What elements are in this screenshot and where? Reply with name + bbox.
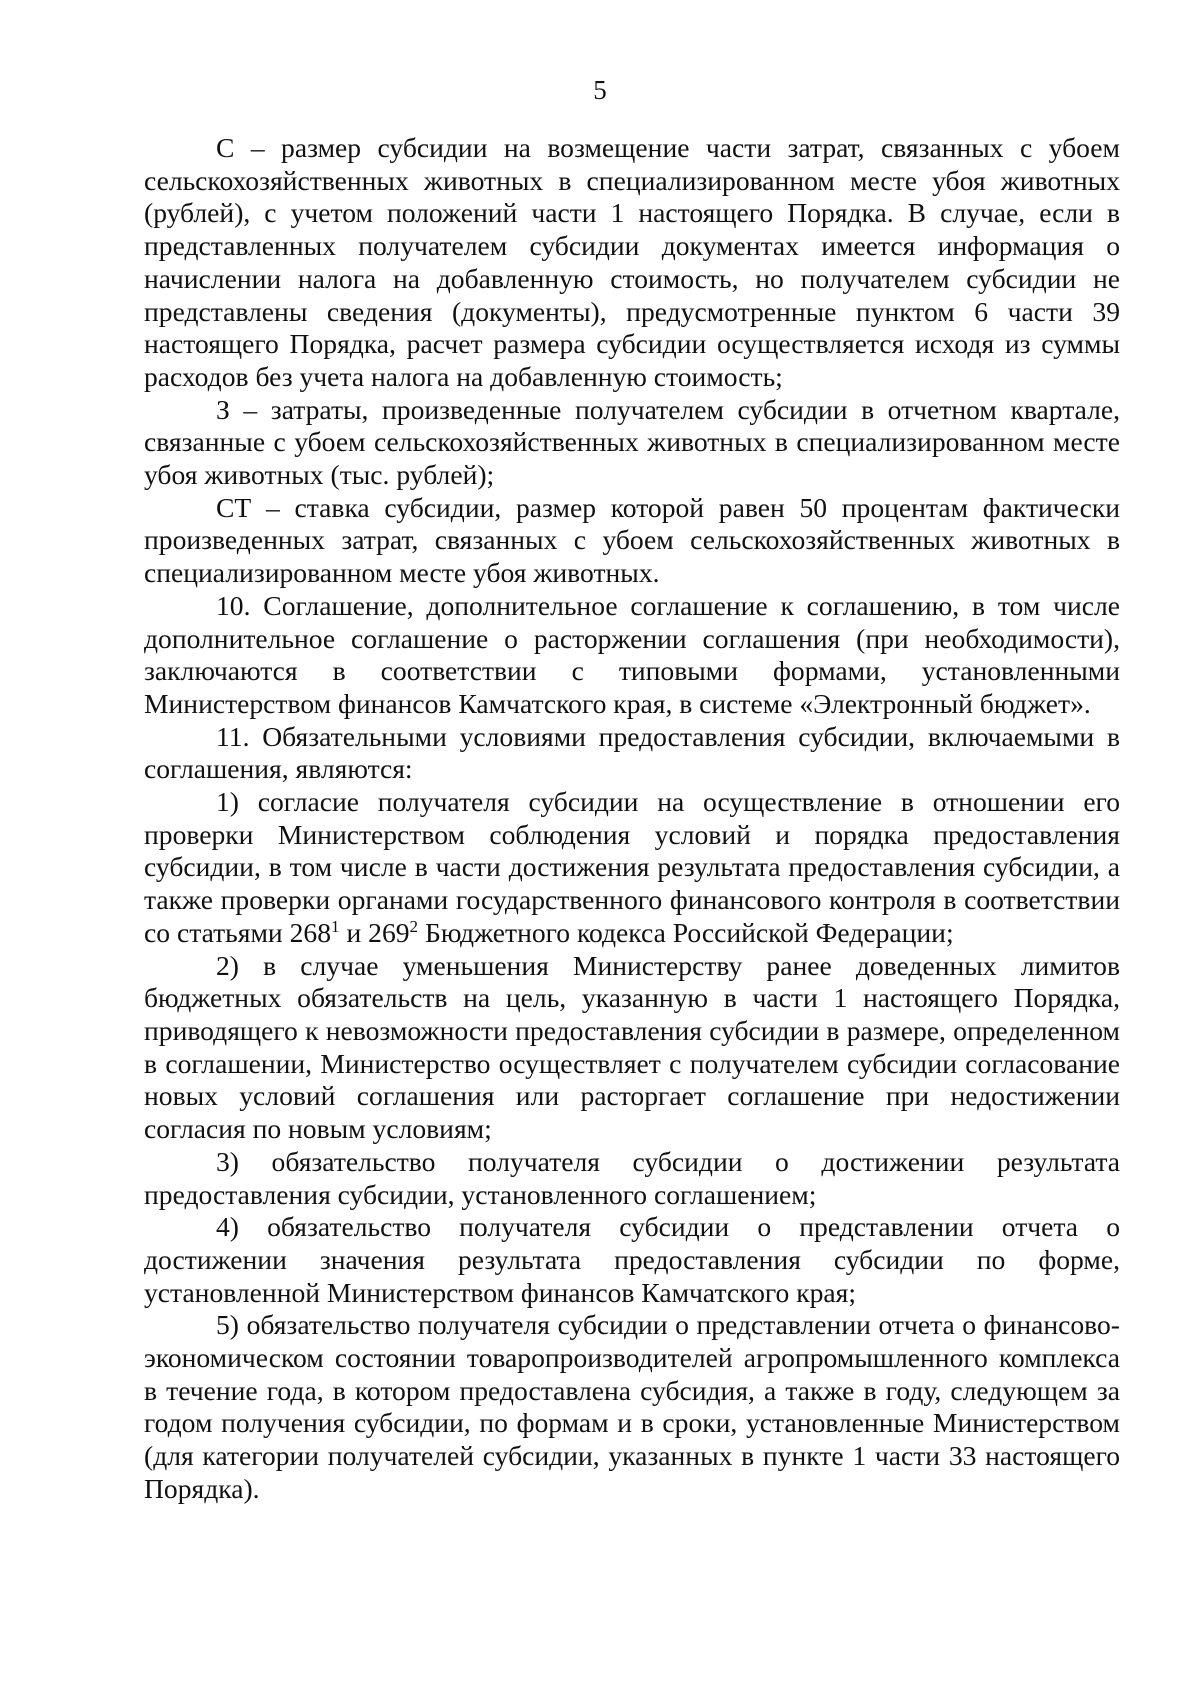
list-item-1 <box>144 786 1120 950</box>
list-item-4: 4) обязательство получателя субсидии о представлении отчета о достижении значения результата предоставления субсидии по форме, установленной Министерством финансов Камчатского края; <box>144 1211 1120 1308</box>
article-269: 269 <box>368 916 410 948</box>
conjunction: и <box>346 916 362 948</box>
list-item-2: 2) в случае уменьшения Министерству ранее доведенных лимитов бюджетных обязательств на цель, указанную в части 1 настоящего Порядка, приводящего к невозможности предоставления субсидии в размере, определенном в соглашении, Министерство осуществляет с получателем субсидии согласование новых условий соглашения или расторгает соглашение при недостижении согласия по новым условиям; <box>144 949 1120 1145</box>
paragraph-10: 10. Соглашение, дополнительное соглашение к соглашению, в том числе дополнительное соглашение о расторжении соглашения (при необходимости), заключаются в соответствии с типовыми формами, установленными Министерством финансов Камчатского края, в системе «Электронный бюджет». <box>144 589 1120 719</box>
list-item-5: 5) обязательство получателя субсидии о представлении отчета о финансово-экономическом состоянии товаропроизводителей агропромышленного комплекса в течение года, в котором предоставлена субсидия, а также в году, следующем за годом получения субсидии, по формам и в сроки, установленные Министерством (для категории получателей субсидии, указанных в пункте 1 части 33 настоящего Порядка). <box>144 1309 1120 1504</box>
paragraph-z-definition: З – затраты, произведенные получателем субсидии в отчетном квартале, связанные с убоем сельскохозяйственных животных в специализированном месте убоя животных (тыс. рублей); <box>144 393 1120 491</box>
list-item-1-text: 1) согласие получателя субсидии на осуществление в отношении его проверки Министерством соблюдения условий и порядка предоставления субсидии, в том числе в части достижения результата предоставления субсидии, а также проверки органами государственного финансового контроля в соответствии со статьями <box>144 786 1120 948</box>
document-body <box>144 132 1120 1506</box>
paragraph-c-definition: С – размер субсидии на возмещение части затрат, связанных с убоем сельскохозяйственных животных в специализированном месте убоя животных (рублей), с учетом положений части 1 настоящего Порядка. В случае, если в представленных получателем субсидии документах имеется информация о начислении налога на добавленную стоимость, но получателем субсидии не представлены сведения (документы), предусмотренные пунктом 6 части 39 настоящего Порядка, расчет размера субсидии осуществляется исходя из суммы расходов без учета налога на добавленную стоимость; <box>144 132 1120 392</box>
article-268: 268 <box>289 916 331 948</box>
article-268-superscript: 1 <box>330 916 340 936</box>
list-item-1-ending: Бюджетного кодекса Российской Федерации; <box>425 916 954 948</box>
page-number: 5 <box>593 75 607 105</box>
paragraph-11: 11. Обязательными условиями предоставления субсидии, включаемыми в соглашения, являются: <box>144 720 1120 785</box>
article-269-superscript: 2 <box>409 916 419 936</box>
list-item-3: 3) обязательство получателя субсидии о достижении результата предоставления субсидии, установленного соглашением; <box>144 1145 1120 1210</box>
paragraph-st-definition: СТ – ставка субсидии, размер которой равен 50 процентам фактически произведенных затрат, связанных с убоем сельскохозяйственных животных в специализированном месте убоя животных. <box>144 491 1120 589</box>
